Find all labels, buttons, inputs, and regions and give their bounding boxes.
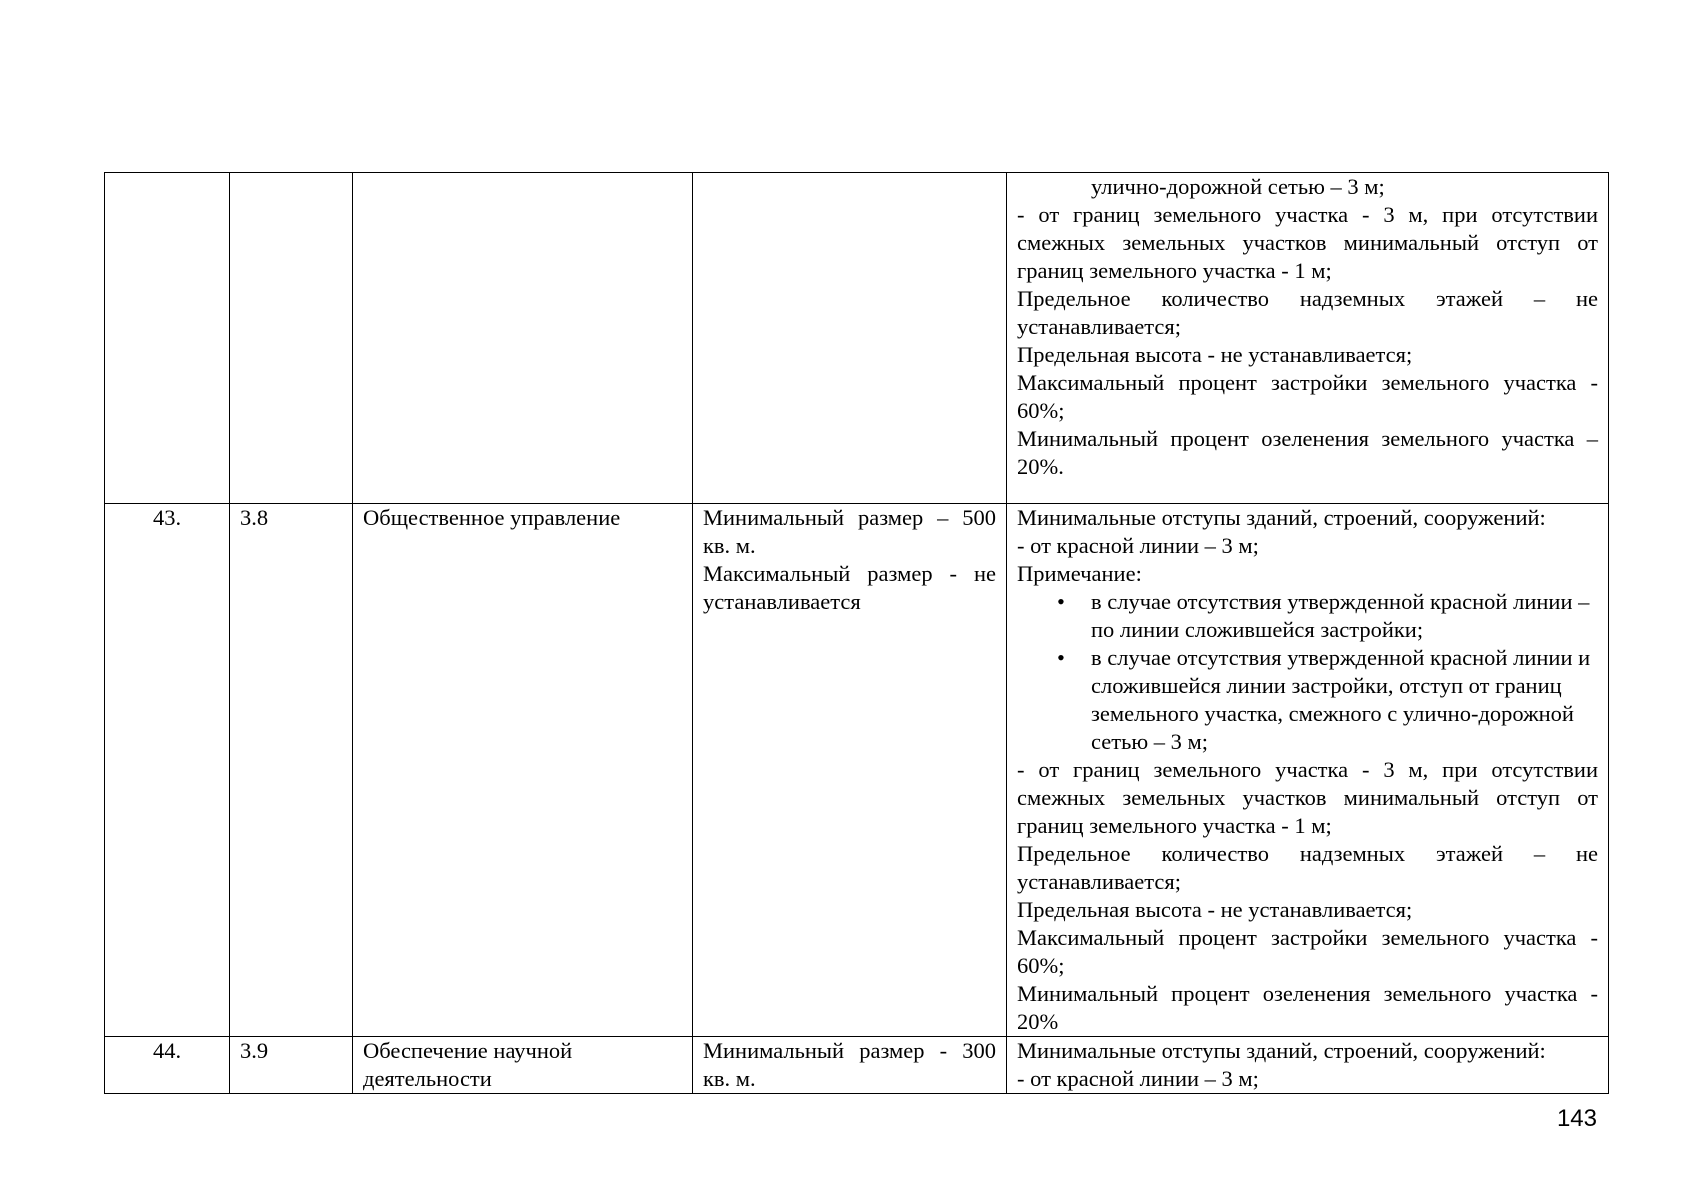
cell-code-empty [230,173,353,504]
cell-row-number: 43. [105,504,230,1037]
size-minimum: Минимальный размер - 300 кв. м. [703,1038,996,1091]
requirement-floors: Предельное количество надземных этажей – не устанавливается; [1017,286,1598,339]
bullet-icon: • [1057,589,1065,614]
requirement-red-line: - от красной линии – 3 м; [1017,1066,1259,1091]
list-item [1017,644,1598,756]
requirement-build-percent: Максимальный процент застройки земельного участка - 60%; [1017,925,1598,978]
requirement-floors: Предельное количество надземных этажей – не устанавливается; [1017,841,1598,894]
requirement-boundary-setback: - от границ земельного участка - 3 м, при отсутствии смежных земельных участков минимальный отступ от границ земельного участка - 1 м; [1017,202,1598,283]
land-use-table [104,172,1609,1094]
cell-use-name: Обеспечение научной деятельности [353,1037,693,1094]
note-text: в случае отсутствия утвержденной красной линии – по линии сложившейся застройки; [1091,589,1590,642]
requirement-green-percent: Минимальный процент озеленения земельного участка - 20% [1017,981,1598,1034]
size-minimum: Минимальный размер – 500 кв. м. [703,505,996,558]
requirement-intro: Минимальные отступы зданий, строений, сооружений: [1017,1038,1546,1063]
table-row-continued [105,173,1609,504]
cell-plot-size [693,504,1007,1037]
cell-name-empty [353,173,693,504]
cell-requirements [1007,173,1609,504]
cell-row-number: 44. [105,1037,230,1094]
requirement-build-percent: Максимальный процент застройки земельного участка - 60%; [1017,370,1598,423]
cell-plot-size [693,1037,1007,1094]
table-row-44 [105,1037,1609,1094]
cell-use-name: Общественное управление [353,504,693,1037]
requirement-height: Предельная высота - не устанавливается; [1017,897,1413,922]
cell-code: 3.9 [230,1037,353,1094]
note-text: в случае отсутствия утвержденной красной линии и сложившейся линии застройки, отступ от границ земельного участка, смежного с улично-дорожной сетью – 3 м; [1091,645,1591,754]
cell-requirements [1007,504,1609,1037]
requirements-continued-line: улично-дорожной сетью – 3 м; [1091,174,1385,199]
page-number: 143 [1556,1105,1597,1132]
requirement-intro: Минимальные отступы зданий, строений, сооружений: [1017,505,1546,530]
requirement-green-percent: Минимальный процент озеленения земельного участка – 20%. [1017,426,1598,479]
list-item [1017,588,1598,644]
note-list [1017,588,1598,756]
requirement-height: Предельная высота - не устанавливается; [1017,342,1413,367]
cell-size-empty [693,173,1007,504]
cell-code: 3.8 [230,504,353,1037]
cell-requirements [1007,1037,1609,1094]
requirement-red-line: - от красной линии – 3 м; [1017,533,1259,558]
bullet-icon: • [1057,645,1065,670]
size-maximum: Максимальный размер - не устанавливается [703,561,996,614]
requirement-boundary-setback: - от границ земельного участка - 3 м, при отсутствии смежных земельных участков минимальный отступ от границ земельного участка - 1 м; [1017,757,1598,838]
table-row-43 [105,504,1609,1037]
cell-num-empty [105,173,230,504]
note-label: Примечание: [1017,561,1142,586]
